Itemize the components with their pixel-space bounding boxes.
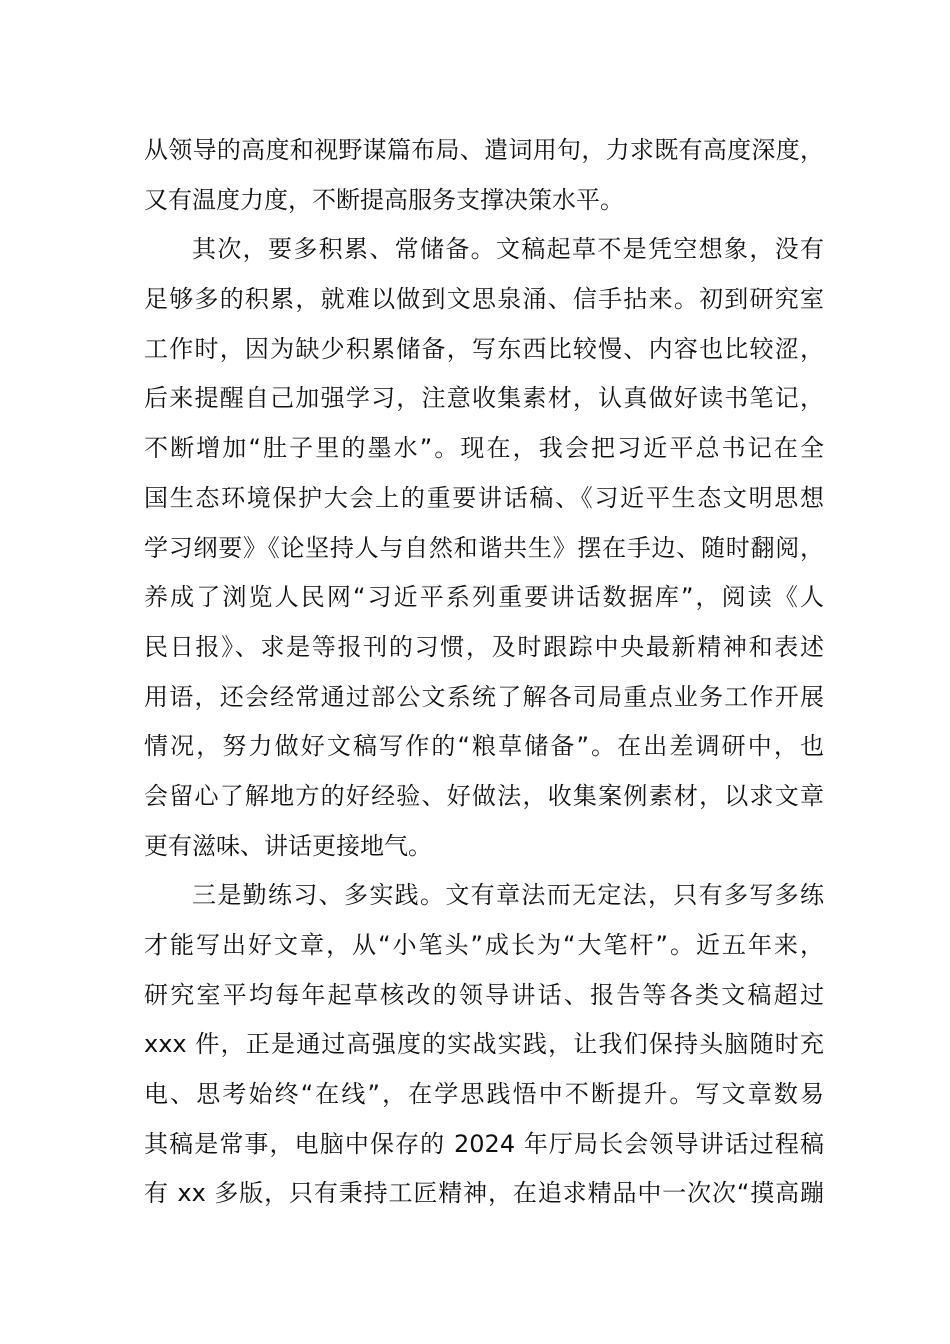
text-line: 民日报》、求是等报刊的习惯，及时跟踪中央最新精神和表述 [144, 632, 824, 661]
text-line: 后来提醒自己加强学习，注意收集素材，认真做好读书笔记， [144, 384, 824, 413]
text-line: xxx 件，正是通过高强度的实战实践，让我们保持头脑随时充 [144, 1030, 824, 1059]
text-line: 国生态环境保护大会上的重要讲话稿、《习近平生态文明思想 [144, 483, 824, 512]
text-line: 足够多的积累，就难以做到文思泉涌、信手拈来。初到研究室 [144, 285, 824, 314]
text-line: 有 xx 多版，只有秉持工匠精神，在追求精品中一次次“摸高蹦 [144, 1179, 824, 1208]
text-line: 用语，还会经常通过部公文系统了解各司局重点业务工作开展 [144, 682, 824, 711]
text-line: 电、思考始终“在线”，在学思践悟中不断提升。写文章数易 [144, 1080, 824, 1109]
paragraph-start-line: 其次，要多积累、常储备。文稿起草不是凭空想象，没有 [192, 235, 824, 264]
text-line: 学习纲要》《论坚持人与自然和谐共生》摆在手边、随时翻阅， [144, 533, 824, 562]
paragraph-end-line: 更有滋味、讲话更接地气。 [144, 831, 432, 860]
text-line: 养成了浏览人民网“习近平系列重要讲话数据库”，阅读《人 [144, 583, 824, 612]
text-line: 研究室平均每年起草核改的领导讲话、报告等各类文稿超过 [144, 980, 824, 1009]
text-line: 从领导的高度和视野谋篇布局、遣词用句，力求既有高度深度， [144, 136, 824, 164]
text-line: 会留心了解地方的好经验、好做法，收集案例素材，以求文章 [144, 781, 824, 810]
text-line: 才能写出好文章，从“小笔头”成长为“大笔杆”。近五年来， [144, 931, 824, 959]
paragraph-start-line: 三是勤练习、多实践。文有章法而无定法，只有多写多练 [192, 881, 824, 910]
text-line: 情况，努力做好文稿写作的“粮草储备”。在出差调研中，也 [144, 732, 824, 761]
body-text [144, 126, 824, 1219]
text-line: 其稿是常事，电脑中保存的 2024 年厅局长会领导讲话过程稿 [144, 1129, 824, 1158]
text-line: 工作时，因为缺少积累储备，写东西比较慢、内容也比较涩， [144, 334, 824, 363]
paragraph-end-line: 又有温度力度，不断提高服务支撑决策水平。 [144, 185, 624, 214]
text-line: 不断增加“肚子里的墨水”。现在，我会把习近平总书记在全 [144, 434, 824, 463]
